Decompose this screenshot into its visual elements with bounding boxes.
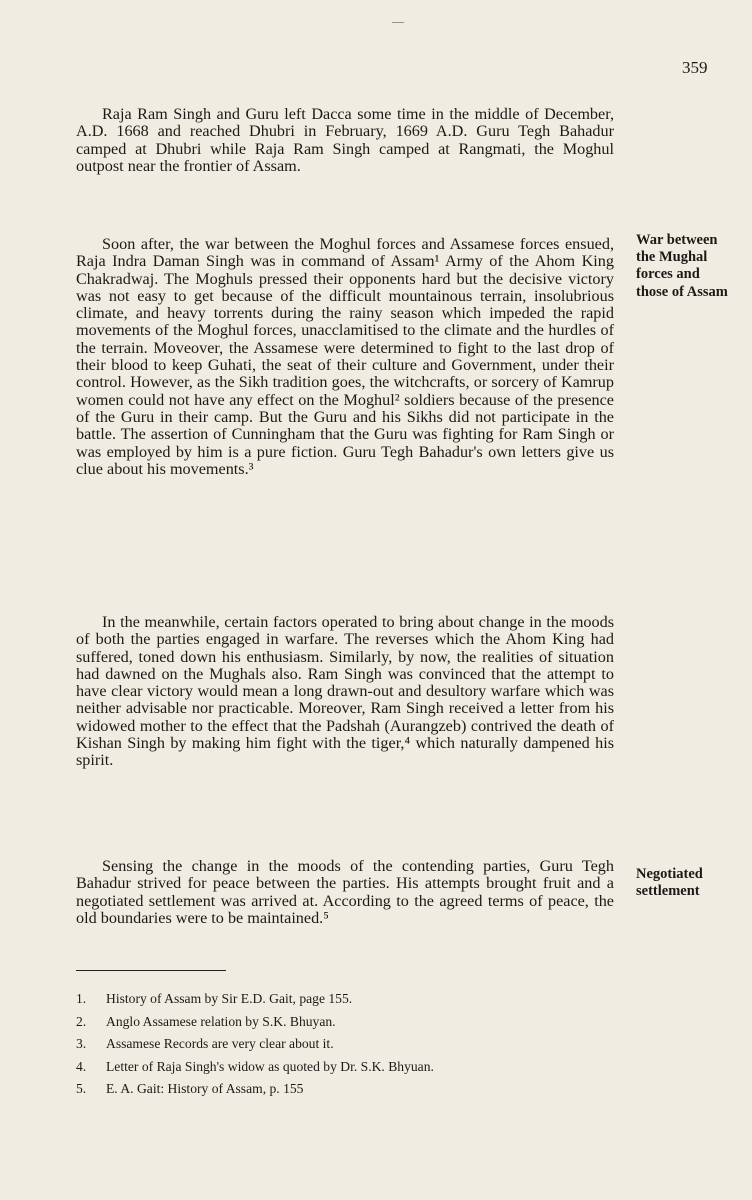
paragraph-4-block [76, 858, 614, 927]
footnote-number: 1. [76, 991, 87, 1006]
side-note-negotiated: Negotiated settlement [636, 866, 703, 900]
paragraph-3-block [76, 614, 614, 770]
footnote-divider [76, 970, 226, 971]
footnote-text: History of Assam by Sir E.D. Gait, page 155. [106, 991, 353, 1006]
footnote-text: Letter of Raja Singh's widow as quoted by Dr. S.K. Bhyuan. [106, 1058, 434, 1074]
print-mark: — [392, 14, 404, 28]
footnote-number: 4. [76, 1058, 87, 1074]
footnote-number: 3. [76, 1036, 87, 1051]
paragraph: In the meanwhile, certain factors operated to bring about change in the moods of both the parties engaged in warfare. The reverses which the Ahom King had suffered, toned down his enthusiasm. Similarly, by now, the realities of situation had dawned on the Mughals also. Ram Singh was convinced that the attempt to have clear victory would mean a long drawn-out and desultory warfare which was neither advisable nor practicable. Moreover, Ram Singh received a letter from his widowed mother to the effect that the Padshah (Aurangzeb) contrived the death of Kishan Singh by making him fight with the tiger,⁴ which naturally dampened his spirit. [76, 613, 614, 770]
page-number: 359 [682, 58, 708, 77]
footnote [76, 1011, 616, 1034]
paragraph: Soon after, the war between the Moghul forces and Assamese forces ensued, Raja Indra Daman Singh was in command of Assam¹ Army of the Ahom King Chakradwaj. The Moghuls pressed their opponents hard but the decisive victory was not easy to get because of the difficult mountainous terrain, insolubrious climate, and heavy torrents during the rainy season which impeded the rapid movements of the Moghul forces, unacclamitised to the climate and the hurdles of the terrain. Moveover, the Assamese were determined to fight to the last drop of their blood to keep Guhati, the seat of their culture and Government, under their control. However, as the Sikh tradition goes, the witchcrafts, or sorcery of Kamrup women could not have any effect on the Moghul² soldiers because of the presence of the Guru in their camp. But the Guru and his Sikhs did not participate in the battle. The assertion of Cunningham that the Guru was fighting for Ram Singh or was employed by him is a pure fiction. Guru Tegh Bahadur's own letters give us clue about his movements.³ [76, 235, 614, 478]
footnote-text: E. A. Gait: History of Assam, p. 155 [106, 1081, 304, 1096]
footnote-number: 2. [76, 1013, 87, 1029]
footnote [76, 988, 616, 1011]
paragraph: Sensing the change in the moods of the contending parties, Guru Tegh Bahadur strived for peace between the parties. His attempts brought fruit and a negotiated settlement was arrived at. According to the agreed terms of peace, the old boundaries were to be maintained.⁵ [76, 857, 614, 927]
footnote [76, 1078, 616, 1101]
footnote [76, 1056, 616, 1079]
paragraph-1-block [76, 106, 614, 175]
footnote-text: Anglo Assamese relation by S.K. Bhuyan. [106, 1013, 336, 1029]
footnote [76, 1033, 616, 1056]
side-note-war: War between the Mughal forces and those of Assam [636, 232, 728, 300]
footnotes [76, 988, 616, 1101]
paragraph-2-block [76, 236, 614, 478]
paragraph: Raja Ram Singh and Guru left Dacca some time in the middle of December, A.D. 1668 and reached Dhubri in February, 1669 A.D. Guru Tegh Bahadur camped at Dhubri while Raja Ram Singh camped at Rangmati, the Moghul outpost near the frontier of Assam. [76, 105, 614, 175]
footnote-text: Assamese Records are very clear about it. [106, 1036, 334, 1051]
footnote-number: 5. [76, 1081, 87, 1096]
